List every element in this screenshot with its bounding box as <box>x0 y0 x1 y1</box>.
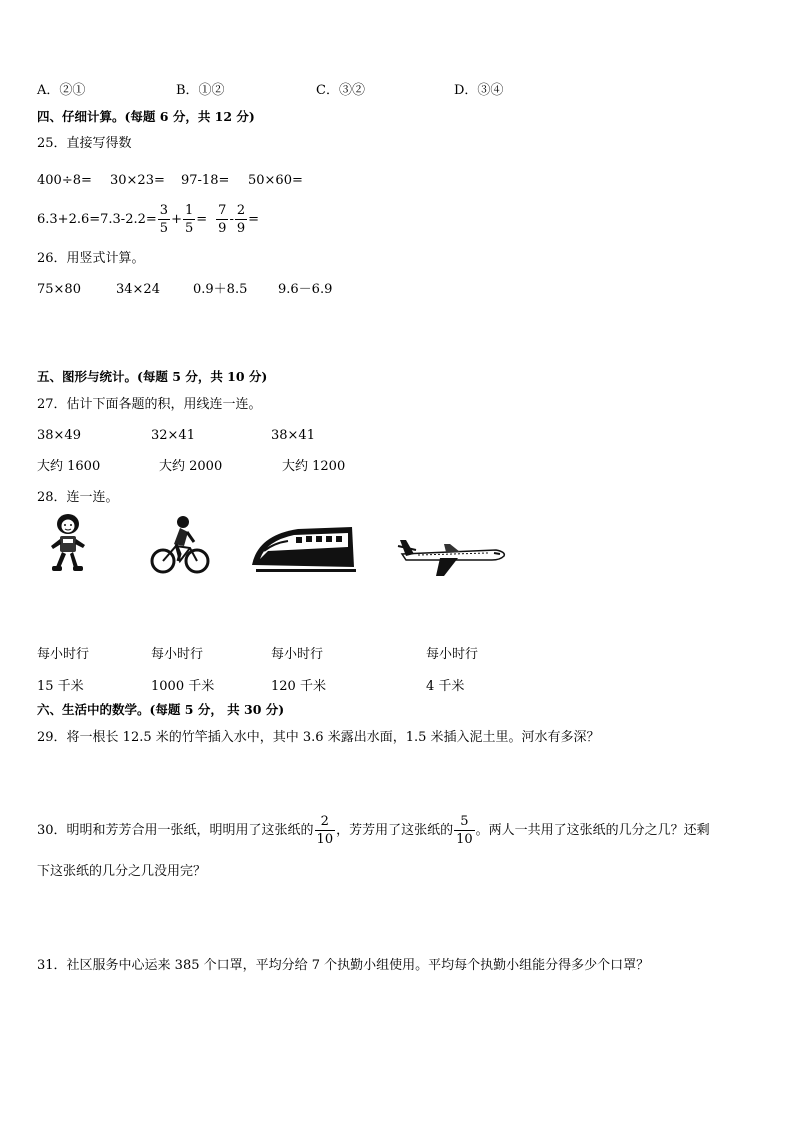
q25-item: 97-18= <box>181 173 230 188</box>
q30-text-part3: 。两人一共用了这张纸的几分之几？还剩 <box>475 823 710 838</box>
q31-text: 31．社区服务中心运来 385 个口罩，平均分给 7 个执勤小组使用。平均每个执勤小组能分得多少个口罩？ <box>37 958 650 973</box>
q26-label: 26．用竖式计算。 <box>37 251 145 266</box>
q25-item: 400÷8= <box>37 173 92 188</box>
operator: + <box>171 212 182 227</box>
q28-speed-label: 每小时行 <box>151 647 204 662</box>
q25-fraction-row <box>37 204 259 235</box>
fraction: $\frac{2}{10}$ <box>316 814 334 847</box>
option-b: B．①② <box>176 83 225 98</box>
equals: = <box>248 212 260 227</box>
q28-speed-label: 每小时行 <box>37 647 90 662</box>
airplane-icon <box>396 534 508 578</box>
operator: - <box>229 212 234 227</box>
high-speed-train-icon <box>248 521 358 577</box>
q27-estimate: 大约 2000 <box>159 459 223 474</box>
q26-item: 75×80 <box>37 282 81 297</box>
q28-speed-label: 每小时行 <box>426 647 479 662</box>
q27-estimate: 大约 1600 <box>37 459 101 474</box>
section-6-title: 六、生活中的数学。(每题 5 分， 共 30 分) <box>37 702 285 717</box>
q27-product: 38×49 <box>37 428 81 443</box>
section-4-title: 四、仔细计算。(每题 6 分，共 12 分) <box>37 109 255 124</box>
fraction: $\frac{2}{9}$ <box>236 203 246 236</box>
q28-speed-value: 15 千米 <box>37 679 84 694</box>
q25-item: 30×23= <box>110 173 165 188</box>
q30-text-part2: ，芳芳用了这张纸的 <box>336 823 454 838</box>
q27-estimate: 大约 1200 <box>282 459 346 474</box>
option-c: C．③② <box>316 83 365 98</box>
q30-line2: 下这张纸的几分之几没用完？ <box>37 864 207 879</box>
cyclist-icon <box>150 514 210 576</box>
q28-label: 28．连一连。 <box>37 490 119 505</box>
q29-text: 29．将一根长 12.5 米的竹竿插入水中，其中 3.6 米露出水面，1.5 米插入泥土里。河水有多深？ <box>37 730 600 745</box>
fraction: $\frac{7}{9}$ <box>218 203 227 236</box>
q30-text-part1: 30．明明和芳芳合用一张纸，明明用了这张纸的 <box>37 823 314 838</box>
q28-speed-value: 120 千米 <box>271 679 326 694</box>
q26-item: 9.6－6.9 <box>278 282 333 297</box>
q27-product: 32×41 <box>151 428 195 443</box>
section-5-title: 五、图形与统计。(每题 5 分，共 10 分) <box>37 369 268 384</box>
q25-item: 50×60= <box>248 173 303 188</box>
q25-label: 25．直接写得数 <box>37 136 132 151</box>
q27-label: 27．估计下面各题的积，用线连一连。 <box>37 397 262 412</box>
option-a: A．②① <box>37 83 86 98</box>
option-d: D．③④ <box>454 83 504 98</box>
equals: = <box>196 212 208 227</box>
child-walking-icon <box>44 512 92 574</box>
q28-speed-label: 每小时行 <box>271 647 324 662</box>
q26-item: 0.9＋8.5 <box>193 282 248 297</box>
q25-row2-prefix: 6.3+2.6=7.3-2.2= <box>37 212 157 227</box>
q27-product: 38×41 <box>271 428 315 443</box>
fraction: $\frac{5}{10}$ <box>456 814 473 847</box>
q28-speed-value: 1000 千米 <box>151 679 215 694</box>
q26-item: 34×24 <box>116 282 160 297</box>
fraction: $\frac{3}{5}$ <box>159 203 169 236</box>
fraction: $\frac{1}{5}$ <box>184 203 194 236</box>
q28-speed-value: 4 千米 <box>426 679 465 694</box>
q30-line1 <box>37 815 710 846</box>
